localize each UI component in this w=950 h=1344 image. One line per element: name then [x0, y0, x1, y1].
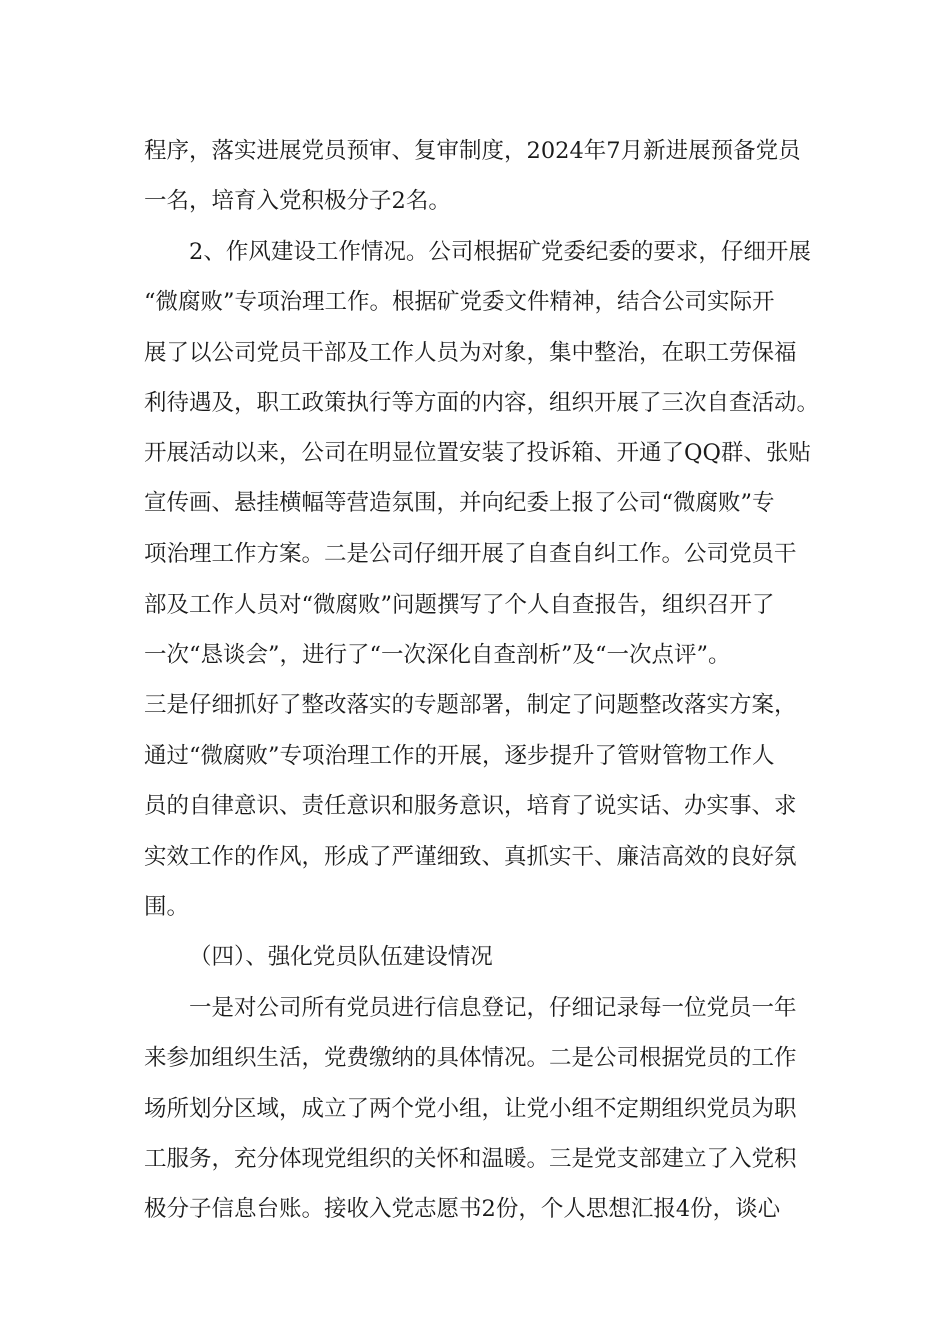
text-line: 宣传画、悬挂横幅等营造氛围，并向纪委上报了公司“微腐败”专 [144, 490, 775, 516]
section-heading: （四）、强化党员队伍建设情况 [189, 944, 493, 970]
text-line: 通过“微腐败”专项治理工作的开展，逐步提升了管财管物工作人 [144, 743, 775, 769]
text-line: 场所划分区域，成立了两个党小组，让党小组不定期组织党员为职 [144, 1096, 797, 1122]
text-line: 实效工作的作风，形成了严谨细致、真抓实干、廉洁高效的良好氛 [144, 844, 797, 870]
text-line: 一名，培育入党积极分子2名。 [144, 188, 451, 214]
text-line: 展了以公司党员干部及工作人员为对象，集中整治，在职工劳保福 [144, 340, 797, 366]
text-line: 部及工作人员对“微腐败”问题撰写了个人自查报告，组织召开了 [144, 592, 775, 618]
text-line: 员的自律意识、责任意识和服务意识，培育了说实话、办实事、求 [144, 793, 797, 819]
text-line: “微腐败”专项治理工作。根据矿党委文件精神，结合公司实际开 [144, 289, 775, 315]
text-line: 三是仔细抓好了整改落实的专题部署，制定了问题整改落实方案， [144, 692, 797, 718]
text-line: 利待遇及，职工政策执行等方面的内容，组织开展了三次自查活动。 [144, 390, 820, 416]
text-line: 工服务，充分体现党组织的关怀和温暖。三是党支部建立了入党积 [144, 1146, 797, 1172]
text-line: 极分子信息台账。接收入党志愿书2份，个人思想汇报4份，谈心 [144, 1196, 781, 1222]
text-line: 项治理工作方案。二是公司仔细开展了自查自纠工作。公司党员干 [144, 541, 797, 567]
paragraph-first-line: 一是对公司所有党员进行信息登记，仔细记录每一位党员一年 [189, 995, 797, 1021]
text-line: 一次“恳谈会”，进行了“一次深化自查剖析”及“一次点评”。 [144, 642, 731, 668]
text-line: 程序，落实进展党员预审、复审制度，2024年7月新进展预备党员 [144, 138, 801, 164]
text-line: 围。 [144, 894, 190, 920]
paragraph-first-line: 2、作风建设工作情况。公司根据矿党委纪委的要求，仔细开展 [189, 239, 811, 265]
text-line: 开展活动以来，公司在明显位置安装了投诉箱、开通了QQ群、张贴 [144, 440, 811, 466]
text-line: 来参加组织生活，党费缴纳的具体情况。二是公司根据党员的工作 [144, 1045, 797, 1071]
